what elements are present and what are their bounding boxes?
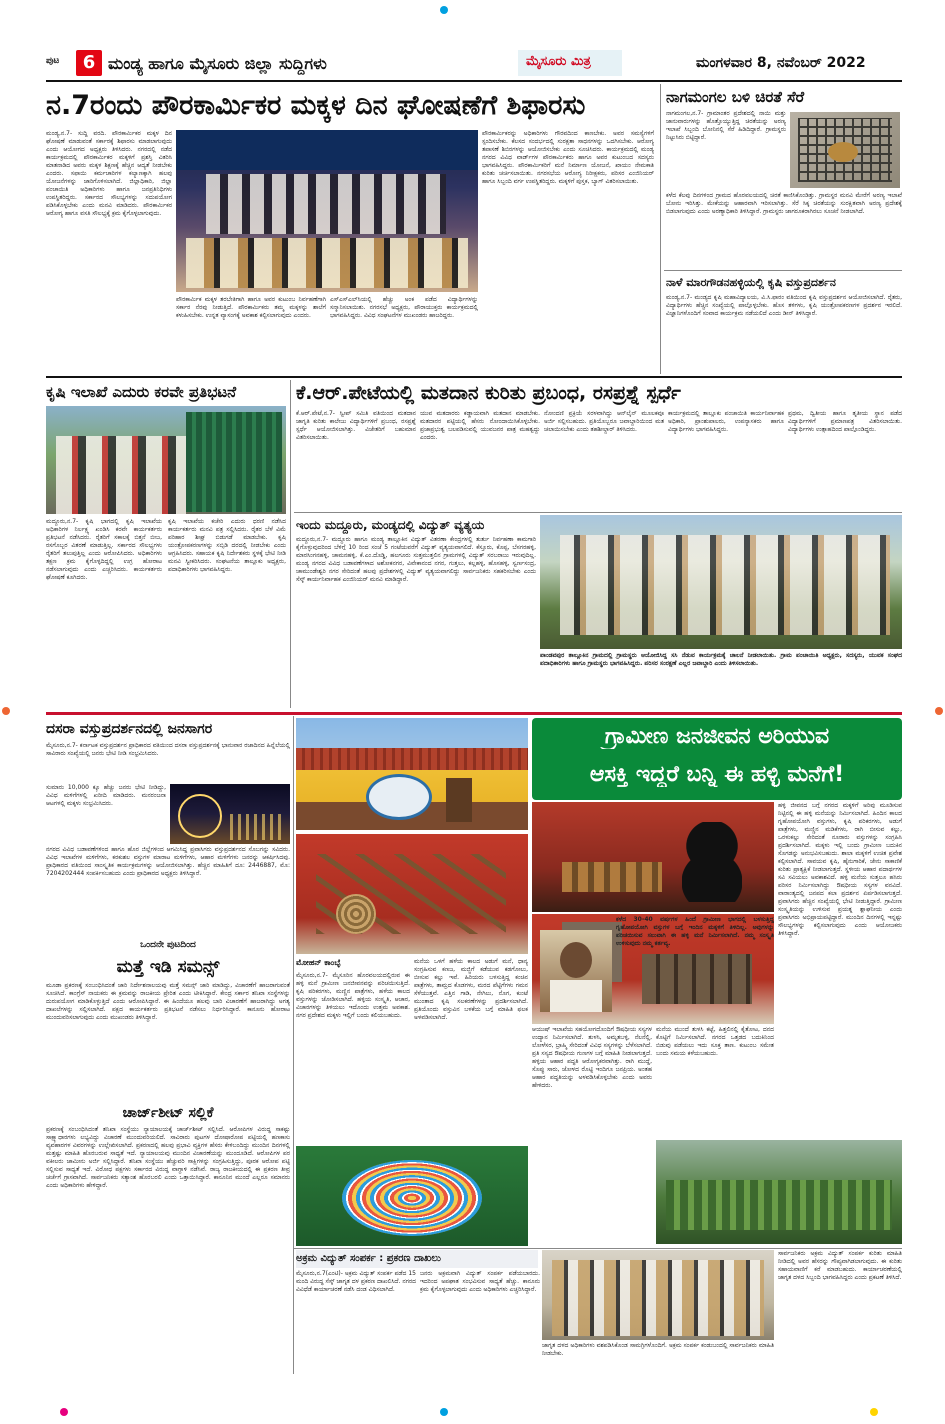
nagamangala-body-left: ನಾಗಮಂಗಲ,ನ.7- ಗ್ರಾಮಾಂತರ ಪ್ರದೇಶದಲ್ಲಿ ನಾಯಿ ಮತ್ತು ಜಾನುವಾರುಗಳನ್ನು ಹೊತ್ತೊಯ್ಯುತ್ತಿದ್ದ ಚಿರತೆಯನ್ನು ಅರಣ್ಯ ಇಲಾಖೆ ಸಿಬ್ಬಂದಿ ಬೋನಿನಲ್ಲಿ ಸೆರೆ ಹಿಡಿದಿದ್ದಾರೆ. ಗ್ರಾಮಸ್ಥರು ನಿಟ್ಟುಸಿರು ಬಿಟ್ಟಿದ್ದಾರೆ.: [666, 110, 786, 141]
protest-body-col1: ಮದ್ದೂರು,ನ.7- ಕೃಷಿ ಭಾಗದಲ್ಲಿ ಕೃಷಿ ಇಲಾಖೆಯ ಅಧಿಕಾರಿಗಳ ನಿರ್ಲಕ್ಷ್ಯ ಖಂಡಿಸಿ ಕರವೇ ಕಾರ್ಯಕರ್ತರು ಪ್ರತಿಭಟನೆ ನಡೆಸಿದರು. ರೈತರಿಗೆ ಸಕಾಲಕ್ಕೆ ಬಿತ್ತನೆ ಬೀಜ, ರಸಗೊಬ್ಬರ ವಿತರಣೆ ಮಾಡುತ್ತಿಲ್ಲ. ಸರ್ಕಾರದ ಸೌಲಭ್ಯಗಳು ರೈತರಿಗೆ ತಲುಪುತ್ತಿಲ್ಲ ಎಂದು ಆರೋಪಿಸಿದರು. ಅಧಿಕಾರಿಗಳು ತಕ್ಷಣ ಕ್ರಮ ಕೈಗೊಳ್ಳದಿದ್ದಲ್ಲಿ ಉಗ್ರ ಹೋರಾಟ ನಡೆಸಲಾಗುವುದು ಎಂದು ಎಚ್ಚರಿಸಿದರು. ಕಾರ್ಯಕರ್ತರು ಘೋಷಣೆ ಕೂಗಿದರು.: [46, 518, 162, 581]
protest-body-col2: ಕೃಷಿ ಇಲಾಖೆಯ ಕಚೇರಿ ಎದುರು ಧರಣಿ ನಡೆಸಿದ ಕಾರ್ಯಕರ್ತರು ಮನವಿ ಪತ್ರ ಸಲ್ಲಿಸಿದರು. ರೈತರ ಬೆಳೆ ವಿಮೆ ಪರಿಹಾರ ಶೀಘ್ರ ಬಿಡುಗಡೆ ಮಾಡಬೇಕು. ಕೃಷಿ ಯಂತ್ರೋಪಕರಣಗಳನ್ನು ಸಬ್ಸಿಡಿ ದರದಲ್ಲಿ ನೀಡಬೇಕು ಎಂದು ಆಗ್ರಹಿಸಿದರು. ಸಹಾಯಕ ಕೃಷಿ ನಿರ್ದೇಶಕರು ಸ್ಥಳಕ್ಕೆ ಭೇಟಿ ನೀಡಿ ಮನವಿ ಸ್ವೀಕರಿಸಿದರು. ಸಂಘಟನೆಯ ತಾಲ್ಲೂಕು ಅಧ್ಯಕ್ಷರು, ಪದಾಧಿಕಾರಿಗಳು ಭಾಗವಹಿಸಿದ್ದರು.: [168, 518, 286, 573]
lead-body-col3: ಎಸ್‌ಎಸ್‌ಎಲ್‌ಸಿಯಲ್ಲಿ ಹೆಚ್ಚು ಅಂಕ ಪಡೆದ ವಿದ್ಯಾರ್ಥಿಗಳನ್ನು ಸನ್ಮಾನಿಸಲಾಯಿತು. ನಗರಸಭೆ ಅಧ್ಯಕ್ಷರು, ಪೌರಾಯುಕ್ತರು ಕಾರ್ಯಕ್ರಮದಲ್ಲಿ ಭಾಗವಹಿಸಿದ್ದರು. ವಿವಿಧ ಸಂಘಟನೆಗಳ ಮುಖಂಡರು ಹಾಜರಿದ್ದರು.: [330, 296, 478, 319]
divider: [294, 512, 902, 513]
page-number: 6: [76, 50, 102, 76]
author-photo: [540, 930, 612, 1012]
nagamangala-body: ಕಳೆದ ಕೆಲವು ದಿನಗಳಿಂದ ಗ್ರಾಮದ ಹೊರವಲಯದಲ್ಲಿ ಚಿರತೆ ಕಾಣಿಸಿಕೊಂಡಿತ್ತು. ಗ್ರಾಮಸ್ಥರ ಮನವಿ ಮೇರೆಗೆ ಅರಣ್ಯ ಇಲಾಖೆ ಬೋನು ಇರಿಸಿತ್ತು. ಮೇಕೆಯನ್ನು ಆಹಾರವಾಗಿ ಇರಿಸಲಾಗಿತ್ತು. ಸೆರೆ ಸಿಕ್ಕ ಚಿರತೆಯನ್ನು ಸುರಕ್ಷಿತವಾಗಿ ಅರಣ್ಯ ಪ್ರದೇಶಕ್ಕೆ ಬಿಡಲಾಗುವುದು ಎಂದು ಅರಣ್ಯಾಧಿಕಾರಿ ತಿಳಿಸಿದ್ದಾರೆ. ಗ್ರಾಮಸ್ಥರು ಜಾಗರೂಕರಾಗಿರಲು ಸೂಚನೆ ನೀಡಲಾಗಿದೆ.: [666, 192, 902, 215]
registration-mark: [440, 6, 448, 14]
krishi-mela-body: ಮಂಡ್ಯ,ನ.7- ಮಂಡ್ಯದ ಕೃಷಿ ಮಹಾವಿದ್ಯಾಲಯ, ವಿ.ಸಿ.ಫಾರಂ ವತಿಯಿಂದ ಕೃಷಿ ವಸ್ತುಪ್ರದರ್ಶನ ಆಯೋಜಿಸಲಾಗಿದೆ. ರೈತರು, ವಿದ್ಯಾರ್ಥಿಗಳು ಹೆಚ್ಚಿನ ಸಂಖ್ಯೆಯಲ್ಲಿ ಪಾಲ್ಗೊಳ್ಳಬೇಕು. ಹೊಸ ತಳಿಗಳು, ಕೃಷಿ ಯಂತ್ರೋಪಕರಣಗಳ ಪ್ರದರ್ಶನ ಇರಲಿದೆ. ವಿಜ್ಞಾನಿಗಳೊಂದಿಗೆ ಸಂವಾದ ಕಾರ್ಯಕ್ರಮ ನಡೆಯಲಿದೆ ಎಂದು ಡೀನ್ ತಿಳಿಸಿದ್ದಾರೆ.: [666, 294, 902, 317]
divider: [664, 270, 902, 271]
lead-body-col2: ಪೌರಕಾರ್ಮಿಕ ಮಕ್ಕಳ ತರಬೇತಿಗಾಗಿ ಹಾಗೂ ಅವರ ಕುಟುಂಬ ನಿರ್ವಹಣೆಗಾಗಿ ಸರ್ಕಾರ ನೆರವು ನೀಡುತ್ತಿದೆ. ಪೌರಕಾರ್ಮಿಕರು ತಮ್ಮ ಮಕ್ಕಳನ್ನು ಶಾಲೆಗೆ ಕಳುಹಿಸಬೇಕು. ಉನ್ನತ ವ್ಯಾಸಂಗಕ್ಕೆ ಅವಕಾಶ ಕಲ್ಪಿಸಲಾಗುವುದು ಎಂದರು.: [176, 296, 326, 319]
divider: [290, 380, 291, 708]
tree-planting-photo: [540, 515, 902, 649]
kr-pet-body-col2: ಯುವ ಮತದಾರರು ಕಡ್ಡಾಯವಾಗಿ ಮತದಾನ ಮಾಡಬೇಕು. ಮತದಾರರ ಪಟ್ಟಿಯಲ್ಲಿ ಹೆಸರು ನೋಂದಾಯಿಸಿಕೊಳ್ಳಬೇಕು. ಪ್ರಜಾಪ್ರಭುತ್ವ ಬಲಪಡಿಸುವಲ್ಲಿ ಯುವಜನರ ಪಾತ್ರ ಮಹತ್ವದ್ದು ಎಂದರು.: [420, 410, 540, 441]
divider: [294, 1248, 902, 1249]
header-date: ಮಂಗಳವಾರ 8, ನವೆಂಬರ್ 2022: [696, 55, 866, 71]
police-team-photo: [542, 1250, 774, 1340]
lead-body-col4: ಪೌರಕಾರ್ಮಿಕರನ್ನು ಅಧಿಕಾರಿಗಳು ಗೌರವದಿಂದ ಕಾಣಬೇಕು. ಅವರ ಸಮಸ್ಯೆಗಳಿಗೆ ಸ್ಪಂದಿಸಬೇಕು. ಕೆಲಸದ ಸಂದರ್ಭದಲ್ಲಿ ಸುರಕ್ಷತಾ ಸಾಧನಗಳನ್ನು ಒದಗಿಸಬೇಕು. ಆರೋಗ್ಯ ತಪಾಸಣೆ ಶಿಬಿರಗಳನ್ನು ಆಯೋಜಿಸಬೇಕು ಎಂದು ಸೂಚಿಸಿದರು. ಕಾರ್ಯಕ್ರಮದಲ್ಲಿ ಮಂಡ್ಯ ನಗರದ ವಿವಿಧ ವಾರ್ಡ್‌ಗಳ ಪೌರಕಾರ್ಮಿಕರು ಹಾಗೂ ಅವರ ಕುಟುಂಬದ ಸದಸ್ಯರು ಭಾಗವಹಿಸಿದ್ದರು. ಪೌರಕಾರ್ಮಿಕರಿಗೆ ಮನೆ ನಿರ್ಮಾಣ ಯೋಜನೆ, ಖಾಯಂ ನೇಮಕಾತಿ ಕುರಿತು ಚರ್ಚಿಸಲಾಯಿತು. ನಗರಸಭೆಯ ಆರೋಗ್ಯ ನಿರೀಕ್ಷಕರು, ಪರಿಸರ ಎಂಜಿನಿಯರ್ ಹಾಗೂ ಸಿಬ್ಬಂದಿ ವರ್ಗ ಉಪಸ್ಥಿತರಿದ್ದರು. ಮಕ್ಕಳಿಗೆ ಪುಸ್ತಕ, ಬ್ಯಾಗ್ ವಿತರಿಸಲಾಯಿತು.: [482, 130, 654, 185]
registration-mark: [60, 1408, 68, 1416]
nagamangala-headline: ನಾಗಮಂಗಲ ಬಳಿ ಚಿರತೆ ಸೆರೆ: [666, 88, 805, 106]
kr-pet-body-col3: ನೋಂದಣಿ ಪ್ರಕ್ರಿಯೆ ಸರಳವಾಗಿದ್ದು ಆನ್‌ಲೈನ್ ಮೂಲಕವೂ ಅರ್ಜಿ ಸಲ್ಲಿಸಬಹುದು. ಪ್ರತಿಯೊಬ್ಬರೂ ಜವಾಬ್ದಾರಿಯಿಂದ ಮತ ಚಲಾಯಿಸಬೇಕು ಎಂದು ತಹಶೀಲ್ದಾರ್ ತಿಳಿಸಿದರು.: [544, 410, 664, 433]
tools-photo: [296, 834, 528, 954]
village-banner-line2: ಆಸಕ್ತಿ ಇದ್ದರೆ ಬನ್ನಿ ಈ ಹಳ್ಳಿ ಮನೆಗೆ!: [589, 762, 845, 787]
summons-body: ಮೂಡಾ ಪ್ರಕರಣಕ್ಕೆ ಸಂಬಂಧಿಸಿದಂತೆ ಜಾರಿ ನಿರ್ದೇಶನಾಲಯವು ಮತ್ತೆ ಸಮನ್ಸ್ ಜಾರಿ ಮಾಡಿದ್ದು, ವಿಚಾರಣೆಗೆ ಹಾಜರಾಗುವಂತೆ ಸೂಚಿಸಿದೆ. ಕಾಂಗ್ರೆಸ್ ನಾಯಕರು ಈ ಕ್ರಮವನ್ನು ರಾಜಕೀಯ ಪ್ರೇರಿತ ಎಂದು ಟೀಕಿಸಿದ್ದಾರೆ. ಕೇಂದ್ರ ಸರ್ಕಾರ ತನಿಖಾ ಸಂಸ್ಥೆಗಳನ್ನು ದುರುಪಯೋಗ ಮಾಡಿಕೊಳ್ಳುತ್ತಿದೆ ಎಂದು ಆರೋಪಿಸಿದ್ದಾರೆ. ಈ ಹಿಂದೆಯೂ ಹಲವು ಬಾರಿ ವಿಚಾರಣೆಗೆ ಹಾಜರಾಗಿದ್ದು ಅಗತ್ಯ ದಾಖಲೆಗಳನ್ನು ಸಲ್ಲಿಸಲಾಗಿದೆ. ಪಕ್ಷದ ಕಾರ್ಯಕರ್ತರು ಪ್ರತಿಭಟನೆ ನಡೆಸಲು ನಿರ್ಧರಿಸಿದ್ದಾರೆ. ಕಾನೂನು ಹೋರಾಟ ಮುಂದುವರಿಸಲಾಗುವುದು ಎಂದು ಮುಖಂಡರು ತಿಳಿಸಿದ್ದಾರೆ.: [46, 982, 290, 1021]
protest-photo: [46, 406, 286, 514]
kr-pet-headline: ಕೆ.ಆರ್.ಪೇಟೆಯಲ್ಲಿ ಮತದಾನ ಕುರಿತು ಪ್ರಬಂಧ, ರಸಪ್ರಶ್ನೆ ಸ್ಪರ್ಧೆ: [296, 382, 681, 404]
village-banner: [532, 718, 902, 800]
section-rule: [46, 712, 902, 715]
page-label: ಪುಟ: [46, 56, 60, 66]
divider: [660, 84, 661, 374]
chargesheet-body: ಪ್ರಕರಣಕ್ಕೆ ಸಂಬಂಧಿಸಿದಂತೆ ತನಿಖಾ ಸಂಸ್ಥೆಯು ನ್ಯಾಯಾಲಯಕ್ಕೆ ಚಾರ್ಜ್‌ಶೀಟ್ ಸಲ್ಲಿಸಿದೆ. ಆರೋಪಿಗಳ ವಿರುದ್ಧ ಸಾಕಷ್ಟು ಸಾಕ್ಷ್ಯಾಧಾರಗಳು ಲಭ್ಯವಿದ್ದು ವಿಚಾರಣೆ ಮುಂದುವರಿಯಲಿದೆ. ಸಾವಿರಾರು ಪುಟಗಳ ದೋಷಾರೋಪ ಪಟ್ಟಿಯಲ್ಲಿ ಹಣಕಾಸು ವ್ಯವಹಾರಗಳ ವಿವರಗಳನ್ನು ಉಲ್ಲೇಖಿಸಲಾಗಿದೆ. ಪ್ರಕರಣದಲ್ಲಿ ಹಲವು ಪ್ರಭಾವಿ ವ್ಯಕ್ತಿಗಳ ಹೆಸರು ಕೇಳಿಬಂದಿದ್ದು ಮುಂದಿನ ದಿನಗಳಲ್ಲಿ ಮತ್ತಷ್ಟು ಮಾಹಿತಿ ಹೊರಬರುವ ಸಾಧ್ಯತೆ ಇದೆ. ನ್ಯಾಯಾಲಯವು ಮುಂದಿನ ವಿಚಾರಣೆಯನ್ನು ಮುಂದೂಡಿದೆ. ಆರೋಪಿಗಳ ಪರ ವಕೀಲರು ಜಾಮೀನು ಅರ್ಜಿ ಸಲ್ಲಿಸಿದ್ದಾರೆ. ತನಿಖಾ ಸಂಸ್ಥೆಯು ಹೆಚ್ಚುವರಿ ಸಾಕ್ಷಿಗಳನ್ನು ಸಂಗ್ರಹಿಸುತ್ತಿದ್ದು, ಪೂರಕ ಆರೋಪ ಪಟ್ಟಿ ಸಲ್ಲಿಸುವ ಸಾಧ್ಯತೆ ಇದೆ. ವಿರೋಧ ಪಕ್ಷಗಳು ಸರ್ಕಾರದ ವಿರುದ್ಧ ವಾಗ್ದಾಳಿ ನಡೆಸಿವೆ. ರಾಜ್ಯ ರಾಜಕೀಯದಲ್ಲಿ ಈ ಪ್ರಕರಣ ತೀವ್ರ ಚರ್ಚೆಗೆ ಗ್ರಾಸವಾಗಿದೆ. ಸಾರ್ವಜನಿಕರು ಸತ್ಯಾಂಶ ಹೊರಬರಲಿ ಎಂದು ಒತ್ತಾಯಿಸಿದ್ದಾರೆ. ಕಾನೂನಿನ ಮುಂದೆ ಎಲ್ಲರೂ ಸಮಾನರು ಎಂದು ಅಧಿಕಾರಿಗಳು ಹೇಳಿದ್ದಾರೆ.: [46, 1126, 290, 1189]
illegal-power-body-col1: ಮೈಸೂರು,ನ.7(ಎಂಟಿ)- ಅಕ್ರಮ ವಿದ್ಯುತ್ ಸಂಪರ್ಕ ಪಡೆದ 15 ಮಂದಿ ವಿರುದ್ಧ ಸೆಸ್ಕ್ ಜಾಗೃತ ದಳ ಪ್ರಕರಣ ದಾಖಲಿಸಿದೆ. ನಗರದ ವಿವಿಧೆಡೆ ಕಾರ್ಯಾಚರಣೆ ನಡೆಸಿ ದಂಡ ವಿಧಿಸಲಾಗಿದೆ.: [296, 1270, 416, 1293]
village-body-col2: ಮನೆಯ ಒಳಗೆ ಹಳೆಯ ಕಾಲದ ಅಡುಗೆ ಮನೆ, ಧಾನ್ಯ ಸಂಗ್ರಹಿಸುವ ಕಣಜ, ಮಜ್ಜಿಗೆ ಕಡೆಯುವ ಕಡಗೋಲು, ಬೀಸುವ ಕಲ್ಲು ಇವೆ. ಹಿರಿಯರು ಬಳಸುತ್ತಿದ್ದ ಕಂಚಿನ ಪಾತ್ರೆಗಳು, ತಾಮ್ರದ ಕೊಡಗಳು, ಮರದ ಪೆಟ್ಟಿಗೆಗಳು ಗಮನ ಸೆಳೆಯುತ್ತವೆ. ಎತ್ತಿನ ಗಾಡಿ, ನೇಗಿಲು, ನೊಗ, ಕುಂಟೆ ಮುಂತಾದ ಕೃಷಿ ಸಲಕರಣೆಗಳನ್ನು ಪ್ರದರ್ಶಿಸಲಾಗಿದೆ. ಪ್ರತಿಯೊಂದು ವಸ್ತುವಿನ ಬಳಕೆಯ ಬಗ್ಗೆ ಮಾಹಿತಿ ಫಲಕ ಅಳವಡಿಸಲಾಗಿದೆ.: [414, 958, 528, 1021]
dasara-body-bottom: ನಗರದ ವಿವಿಧ ಬಡಾವಣೆಗಳಿಂದ ಹಾಗೂ ಹೊರ ಜಿಲ್ಲೆಗಳಿಂದ ಆಗಮಿಸಿದ್ದ ಪ್ರವಾಸಿಗರು ವಸ್ತುಪ್ರದರ್ಶನದ ಸೊಬಗನ್ನು ಸವಿದರು. ವಿವಿಧ ಇಲಾಖೆಗಳ ಮಳಿಗೆಗಳು, ಕರಕುಶಲ ವಸ್ತುಗಳ ಮಾರಾಟ ಮಳಿಗೆಗಳು, ಆಹಾರ ಮಳಿಗೆಗಳು ಜನರನ್ನು ಆಕರ್ಷಿಸಿದವು. ಪ್ರಾಧಿಕಾರದ ವತಿಯಿಂದ ಸಾಂಸ್ಕೃತಿಕ ಕಾರ್ಯಕ್ರಮಗಳನ್ನು ಆಯೋಜಿಸಲಾಗಿತ್ತು. ಹೆಚ್ಚಿನ ಮಾಹಿತಿಗೆ ದೂ: 2446887, ಮೊ: 7204202444 ಸಂಪರ್ಕಿಸಬಹುದು ಎಂದು ಪ್ರಾಧಿಕಾರದ ಅಧ್ಯಕ್ಷರು ತಿಳಿಸಿದ್ದಾರೆ.: [46, 846, 290, 877]
section-rule: [46, 376, 902, 378]
leopard-cage-photo: [790, 112, 900, 188]
illegal-power-body-col3: ಜಾಗೃತ ದಳದ ಅಧಿಕಾರಿಗಳು ವಶಪಡಿಸಿಕೊಂಡ ಸಾಮಗ್ರಿಗಳೊಂದಿಗೆ. ಅಕ್ರಮ ಸಂಪರ್ಕ ಕಂಡುಬಂದಲ್ಲಿ ಸಾರ್ವಜನಿಕರು ಮಾಹಿತಿ ನೀಡಬೇಕು.: [542, 1342, 774, 1357]
village-house-photo: [296, 718, 528, 830]
dasara-body-left: ಸುಮಾರು 10,000 ಕ್ಕೂ ಹೆಚ್ಚು ಜನರು ಭೇಟಿ ನೀಡಿದ್ದು, ವಿವಿಧ ಮಳಿಗೆಗಳಲ್ಲಿ ಖರೀದಿ ಮಾಡಿದರು. ಮನರಂಜನಾ ಆಟಗಳಲ್ಲಿ ಮಕ್ಕಳು ಸಂಭ್ರಮಿಸಿದರು.: [46, 784, 166, 807]
chargesheet-headline: ಚಾರ್ಜ್‌ಶೀಟ್ ಸಲ್ಲಿಕೆ: [122, 1105, 214, 1121]
summons-headline: ಮತ್ತೆ ಇಡಿ ಸಮನ್ಸ್: [116, 957, 220, 977]
section-title: ಮಂಡ್ಯ ಹಾಗೂ ಮೈಸೂರು ಜಿಲ್ಲಾ ಸುದ್ದಿಗಳು: [108, 54, 327, 73]
dasara-body-top: ಮೈಸೂರು,ನ.7- ಕರ್ನಾಟಕ ವಸ್ತುಪ್ರದರ್ಶನ ಪ್ರಾಧಿಕಾರದ ವತಿಯಿಂದ ದಸರಾ ವಸ್ತುಪ್ರದರ್ಶನಕ್ಕೆ ಭಾನುವಾರ ರಜಾದಿನದ ಹಿನ್ನೆಲೆಯಲ್ಲಿ ಸಾವಿರಾರು ಸಂಖ್ಯೆಯಲ್ಲಿ ಜನರು ಭೇಟಿ ನೀಡಿ ಸಂಭ್ರಮಿಸಿದರು.: [46, 742, 290, 757]
village-body-col4: ಮನೆಯ ಮುಂದೆ ತುಳಸಿ ಕಟ್ಟೆ, ಹಿತ್ತಲಿನಲ್ಲಿ ಕೈತೋಟ, ದನದ ಕೊಟ್ಟಿಗೆ ನಿರ್ಮಿಸಲಾಗಿದೆ. ನಗರದ ಒತ್ತಡದ ಬದುಕಿನಿಂದ ಬಿಡುವು ಪಡೆಯಲು ಇದು ಸೂಕ್ತ ತಾಣ. ಕುಟುಂಬ ಸಮೇತ ಬಂದು ಸಮಯ ಕಳೆಯಬಹುದು.: [656, 1026, 774, 1057]
village-body-right: ಹಳ್ಳಿ ಜೀವನದ ಬಗ್ಗೆ ನಗರದ ಮಕ್ಕಳಿಗೆ ಅರಿವು ಮೂಡಿಸುವ ನಿಟ್ಟಿನಲ್ಲಿ ಈ ಹಳ್ಳಿ ಮನೆಯನ್ನು ನಿರ್ಮಿಸಲಾಗಿದೆ. ಹಿಂದಿನ ಕಾಲದ ಗೃಹೋಪಯೋಗಿ ವಸ್ತುಗಳು, ಕೃಷಿ ಪರಿಕರಗಳು, ಅಡುಗೆ ಪಾತ್ರೆಗಳು, ಮಣ್ಣಿನ ಮಡಿಕೆಗಳು, ರಾಗಿ ಬೀಸುವ ಕಲ್ಲು, ಒರಳುಕಲ್ಲು ಸೇರಿದಂತೆ ನೂರಾರು ವಸ್ತುಗಳನ್ನು ಸಂಗ್ರಹಿಸಿ ಪ್ರದರ್ಶಿಸಲಾಗಿದೆ. ಮಕ್ಕಳು ಇಲ್ಲಿ ಬಂದು ಗ್ರಾಮೀಣ ಬದುಕಿನ ಸೊಗಡನ್ನು ಅನುಭವಿಸಬಹುದು. ಶಾಲಾ ಮಕ್ಕಳಿಗೆ ಉಚಿತ ಪ್ರವೇಶ ಕಲ್ಪಿಸಲಾಗಿದೆ. ಸಾವಯವ ಕೃಷಿ, ಹೈನುಗಾರಿಕೆ, ಜೇನು ಸಾಕಾಣಿಕೆ ಕುರಿತು ಪ್ರಾತ್ಯಕ್ಷಿಕೆ ನೀಡಲಾಗುತ್ತದೆ. ಸ್ಥಳೀಯ ಆಹಾರ ಪದಾರ್ಥಗಳ ಸವಿ ಸವಿಯಲು ಅವಕಾಶವಿದೆ. ಹಳ್ಳಿ ಮನೆಯ ಸುತ್ತಲೂ ಹಸಿರು ಪರಿಸರ ನಿರ್ಮಿಸಲಾಗಿದ್ದು ಔಷಧೀಯ ಸಸ್ಯಗಳ ವನವಿದೆ. ವಾರಾಂತ್ಯದಲ್ಲಿ ಜನಪದ ಕಲಾ ಪ್ರದರ್ಶನ ಏರ್ಪಡಿಸಲಾಗುತ್ತದೆ. ಪ್ರವಾಸಿಗರು ಹೆಚ್ಚಿನ ಸಂಖ್ಯೆಯಲ್ಲಿ ಭೇಟಿ ನೀಡುತ್ತಿದ್ದಾರೆ. ಗ್ರಾಮೀಣ ಸಂಸ್ಕೃತಿಯನ್ನು ಉಳಿಸುವ ಪ್ರಯತ್ನ ಶ್ಲಾಘನೀಯ ಎಂದು ಪ್ರವಾಸಿಗರು ಅಭಿಪ್ರಾಯಪಟ್ಟಿದ್ದಾರೆ. ಮುಂದಿನ ದಿನಗಳಲ್ಲಿ ಇನ್ನಷ್ಟು ಸೌಲಭ್ಯಗಳನ್ನು ಕಲ್ಪಿಸಲಾಗುವುದು ಎಂದು ಆಯೋಜಕರು ತಿಳಿಸಿದ್ದಾರೆ.: [778, 802, 902, 937]
illegal-power-headline: ಅಕ್ರಮ ವಿದ್ಯುತ್ ಸಂಪರ್ಕ : ಪ್ರಕರಣ ದಾಖಲು: [296, 1250, 538, 1268]
power-cut-body: ಮದ್ದೂರು,ನ.7- ಮದ್ದೂರು ಹಾಗೂ ಮಂಡ್ಯ ತಾಲ್ಲೂಕಿನ ವಿದ್ಯುತ್ ವಿತರಣಾ ಕೇಂದ್ರಗಳಲ್ಲಿ ತುರ್ತು ನಿರ್ವಹಣಾ ಕಾಮಗಾರಿ ಕೈಗೊಳ್ಳುವುದರಿಂದ ಬೆಳಿಗ್ಗೆ 10 ರಿಂದ ಸಂಜೆ 5 ಗಂಟೆಯವರೆಗೆ ವಿದ್ಯುತ್ ವ್ಯತ್ಯಯವಾಗಲಿದೆ. ಕೆಸ್ತೂರು, ಕೊಪ್ಪ, ಬೆಸಗರಹಳ್ಳಿ, ಮಾರಸಿಂಗನಹಳ್ಳಿ, ಚಾಮನಹಳ್ಳಿ, ಕೆ.ಎಂ.ದೊಡ್ಡಿ, ಹಲಗೂರು ಸುತ್ತಮುತ್ತಲಿನ ಗ್ರಾಮಗಳಲ್ಲಿ ವಿದ್ಯುತ್ ಸರಬರಾಜು ಇರುವುದಿಲ್ಲ. ಮಂಡ್ಯ ನಗರದ ವಿವಿಧ ಬಡಾವಣೆಗಳಾದ ಅಶೋಕನಗರ, ವಿವೇಕಾನಂದ ನಗರ, ಗುತ್ತಲು, ಕಲ್ಲಹಳ್ಳಿ, ಹೊಸಹಳ್ಳಿ, ಸ್ವರ್ಣಸಂದ್ರ, ಚಾಮುಂಡೇಶ್ವರಿ ನಗರ ಸೇರಿದಂತೆ ಹಲವು ಪ್ರದೇಶಗಳಲ್ಲಿ ವಿದ್ಯುತ್ ವ್ಯತ್ಯಯವಾಗಲಿದ್ದು ಸಾರ್ವಜನಿಕರು ಸಹಕರಿಸಬೇಕು ಎಂದು ಸೆಸ್ಕ್ ಕಾರ್ಯನಿರ್ವಾಹಕ ಎಂಜಿನಿಯರ್ ಮನವಿ ಮಾಡಿದ್ದಾರೆ.: [296, 536, 536, 583]
masthead-box: [518, 50, 622, 76]
village-body-col1: ಮೈಸೂರು,ನ.7- ಮೈಸೂರಿನ ಹೊರವಲಯದಲ್ಲಿರುವ ಈ ಹಳ್ಳಿ ಮನೆ ಗ್ರಾಮೀಣ ಜನಜೀವನವನ್ನು ಪರಿಚಯಿಸುತ್ತಿದೆ. ಕೃಷಿ ಪರಿಕರಗಳು, ಮಣ್ಣಿನ ಪಾತ್ರೆಗಳು, ಹಳೆಯ ಕಾಲದ ವಸ್ತುಗಳನ್ನು ಜೋಡಿಸಲಾಗಿದೆ. ಹಳ್ಳಿಯ ಸಂಸ್ಕೃತಿ, ಆಚಾರ, ವಿಚಾರಗಳನ್ನು ತಿಳಿಯಲು ಇದೊಂದು ಉತ್ತಮ ಅವಕಾಶ. ನಗರ ಪ್ರದೇಶದ ಮಕ್ಕಳು ಇಲ್ಲಿಗೆ ಬಂದು ಕಲಿಯಬಹುದು.: [296, 972, 410, 1019]
pottery-photo: [532, 802, 774, 912]
registration-mark: [440, 1408, 448, 1416]
village-body-col3: ಆಯುಷ್ ಇಲಾಖೆಯ ಸಹಯೋಗದೊಂದಿಗೆ ಔಷಧೀಯ ಸಸ್ಯಗಳ ಉದ್ಯಾನ ನಿರ್ಮಿಸಲಾಗಿದೆ. ತುಳಸಿ, ಅಮೃತಬಳ್ಳಿ, ನೆಲನೆಲ್ಲಿ, ಲೋಳೆಸರ, ಬ್ರಾಹ್ಮಿ ಸೇರಿದಂತೆ ವಿವಿಧ ಸಸ್ಯಗಳನ್ನು ಬೆಳೆಸಲಾಗಿದೆ. ಪ್ರತಿ ಸಸ್ಯದ ಔಷಧೀಯ ಗುಣಗಳ ಬಗ್ಗೆ ಮಾಹಿತಿ ನೀಡಲಾಗುತ್ತದೆ. ಹಳ್ಳಿಯ ಆಹಾರ ಪದ್ಧತಿ ಆರೋಗ್ಯಕರವಾಗಿತ್ತು. ರಾಗಿ ಮುದ್ದೆ, ಸೊಪ್ಪು ಸಾರು, ಜೋಳದ ರೊಟ್ಟಿ ಇಂದಿಗೂ ಜನಪ್ರಿಯ. ಅಂತಹ ಆಹಾರ ಪದ್ಧತಿಯನ್ನು ಅಳವಡಿಸಿಕೊಳ್ಳಬೇಕು ಎಂದು ಅವರು ಹೇಳಿದರು.: [532, 1026, 652, 1089]
registration-mark: [2, 707, 10, 715]
registration-mark: [935, 707, 943, 715]
kr-pet-body-col4: ಕಾರ್ಯಕ್ರಮದಲ್ಲಿ ತಾಲ್ಲೂಕು ಪಂಚಾಯಿತಿ ಕಾರ್ಯನಿರ್ವಾಹಕ ಅಧಿಕಾರಿ, ಪ್ರಾಂಶುಪಾಲರು, ಉಪನ್ಯಾಸಕರು ಹಾಗೂ ವಿದ್ಯಾರ್ಥಿಗಳು ಭಾಗವಹಿಸಿದ್ದರು.: [668, 410, 784, 433]
dasara-headline: ದಸರಾ ವಸ್ತುಪ್ರದರ್ಶನದಲ್ಲಿ ಜನಸಾಗರ: [46, 721, 213, 737]
registration-mark: [870, 1408, 878, 1416]
rangoli-photo: [296, 1146, 528, 1246]
divider: [293, 716, 294, 1374]
masthead-logo: ಮೈಸೂರು ಮಿತ್ರ: [526, 54, 591, 69]
kr-pet-body-col5: ಪ್ರಥಮ, ದ್ವಿತೀಯ ಹಾಗೂ ತೃತೀಯ ಸ್ಥಾನ ಪಡೆದ ವಿದ್ಯಾರ್ಥಿಗಳಿಗೆ ಪ್ರಮಾಣಪತ್ರ ವಿತರಿಸಲಾಯಿತು. ವಿದ್ಯಾರ್ಥಿಗಳು ಉತ್ಸಾಹದಿಂದ ಪಾಲ್ಗೊಂಡಿದ್ದರು.: [788, 410, 902, 433]
garden-photo: [656, 1140, 902, 1244]
kr-pet-body-col1: ಕೆ.ಆರ್.ಪೇಟೆ,ನ.7- ಸ್ವೀಪ್ ಸಮಿತಿ ವತಿಯಿಂದ ಮತದಾನ ಜಾಗೃತಿ ಕುರಿತು ಕಾಲೇಜು ವಿದ್ಯಾರ್ಥಿಗಳಿಗೆ ಪ್ರಬಂಧ, ರಸಪ್ರಶ್ನೆ ಸ್ಪರ್ಧೆ ಆಯೋಜಿಸಲಾಗಿತ್ತು. ವಿಜೇತರಿಗೆ ಬಹುಮಾನ ವಿತರಿಸಲಾಯಿತು.: [296, 410, 416, 441]
award-ceremony-photo: [176, 130, 478, 292]
lead-body-col1: ಮಂಡ್ಯ,ನ.7- ಸುದ್ದಿ ವರದಿ. ಪೌರಕಾರ್ಮಿಕರ ಮಕ್ಕಳ ದಿನ ಘೋಷಣೆ ಮಾಡುವಂತೆ ಸರ್ಕಾರಕ್ಕೆ ಶಿಫಾರಸು ಮಾಡಲಾಗುವುದು ಎಂದು ಆಯೋಗದ ಅಧ್ಯಕ್ಷರು ತಿಳಿಸಿದರು. ನಗರದಲ್ಲಿ ನಡೆದ ಕಾರ್ಯಕ್ರಮದಲ್ಲಿ ಪೌರಕಾರ್ಮಿಕರ ಮಕ್ಕಳಿಗೆ ಪ್ರಶಸ್ತಿ ವಿತರಿಸಿ ಮಾತನಾಡಿದ ಅವರು ಮಕ್ಕಳ ಶಿಕ್ಷಣಕ್ಕೆ ಹೆಚ್ಚಿನ ಆದ್ಯತೆ ನೀಡಬೇಕು ಎಂದರು. ಸಫಾಯಿ ಕರ್ಮಚಾರಿಗಳ ಕಲ್ಯಾಣಕ್ಕಾಗಿ ಹಲವು ಯೋಜನೆಗಳನ್ನು ಜಾರಿಗೊಳಿಸಲಾಗಿದೆ. ಜಿಲ್ಲಾಧಿಕಾರಿ, ಜಿಲ್ಲಾ ಪಂಚಾಯಿತಿ ಅಧಿಕಾರಿಗಳು ಹಾಗೂ ಜನಪ್ರತಿನಿಧಿಗಳು ಉಪಸ್ಥಿತರಿದ್ದರು. ಸರ್ಕಾರದ ಸೌಲಭ್ಯಗಳನ್ನು ಸದುಪಯೋಗ ಪಡಿಸಿಕೊಳ್ಳಬೇಕು ಎಂದು ಮನವಿ ಮಾಡಿದರು. ಪೌರಕಾರ್ಮಿಕರ ಆರೋಗ್ಯ ಹಾಗೂ ವಸತಿ ಸೌಲಭ್ಯಕ್ಕೆ ಕ್ರಮ ಕೈಗೊಳ್ಳಲಾಗುವುದು.: [46, 130, 172, 217]
illegal-power-body-col4: ಸಾರ್ವಜನಿಕರು ಅಕ್ರಮ ವಿದ್ಯುತ್ ಸಂಪರ್ಕ ಕುರಿತು ಮಾಹಿತಿ ನೀಡಿದಲ್ಲಿ ಅವರ ಹೆಸರನ್ನು ಗೌಪ್ಯವಾಗಿಡಲಾಗುವುದು. ಈ ಕುರಿತು ಸಹಾಯವಾಣಿಗೆ ಕರೆ ಮಾಡಬಹುದು. ಕಾರ್ಯಾಚರಣೆಯಲ್ಲಿ ಜಾಗೃತ ದಳದ ಸಿಬ್ಬಂದಿ ಭಾಗವಹಿಸಿದ್ದರು ಎಂದು ಪ್ರಕಟಣೆ ತಿಳಿಸಿದೆ.: [778, 1250, 902, 1281]
illegal-power-body-col2: ಜನರು ಅಕ್ರಮವಾಗಿ ವಿದ್ಯುತ್ ಸಂಪರ್ಕ ಪಡೆಯಬಾರದು. ಇದರಿಂದ ಅಪಘಾತ ಸಂಭವಿಸುವ ಸಾಧ್ಯತೆ ಹೆಚ್ಚು. ಕಾನೂನು ಕ್ರಮ ಕೈಗೊಳ್ಳಲಾಗುವುದು ಎಂದು ಅಧಿಕಾರಿಗಳು ಎಚ್ಚರಿಸಿದ್ದಾರೆ.: [420, 1270, 540, 1293]
page-header: [46, 50, 902, 78]
power-cut-headline: ಇಂದು ಮದ್ದೂರು, ಮಂಡ್ಯದಲ್ಲಿ ವಿದ್ಯುತ್ ವ್ಯತ್ಯಯ: [296, 518, 485, 532]
header-rule: [46, 80, 902, 82]
protest-headline: ಕೃಷಿ ಇಲಾಖೆ ಎದುರು ಕರವೇ ಪ್ರತಿಭಟನೆ: [46, 383, 237, 401]
krishi-mela-headline: ನಾಳೆ ಮಾರಗೌಡನಹಳ್ಳಿಯಲ್ಲಿ ಕೃಷಿ ವಸ್ತುಪ್ರದರ್ಶನ: [666, 276, 836, 289]
village-banner-line1: ಗ್ರಾಮೀಣ ಜನಜೀವನ ಅರಿಯುವ: [604, 724, 830, 749]
lead-headline: ನ.7ರಂದು ಪೌರಕಾರ್ಮಿಕರ ಮಕ್ಕಳ ದಿನ ಘೋಷಣೆಗೆ ಶಿಫಾರಸು: [46, 90, 586, 121]
continued-label: ಒಂದನೇ ಪುಟದಿಂದ: [140, 940, 196, 950]
village-quote: ಕಳೆದ 30-40 ವರ್ಷಗಳ ಹಿಂದೆ ಗ್ರಾಮೀಣ ಭಾಗದಲ್ಲಿ ಬಳಸುತ್ತಿದ್ದ ಗೃಹೋಪಯೋಗಿ ವಸ್ತುಗಳ ಬಗ್ಗೆ ಇಂದಿನ ಮಕ್ಕಳಿಗೆ ತಿಳಿದಿಲ್ಲ. ಅವುಗಳನ್ನು ಪರಿಚಯಿಸುವ ಸಲುವಾಗಿ ಈ ಹಳ್ಳಿ ಮನೆ ನಿರ್ಮಿಸಲಾಗಿದೆ. ನಮ್ಮ ಸಂಸ್ಕೃತಿ ಉಳಿಸುವುದು ನಮ್ಮ ಕರ್ತವ್ಯ.: [616, 916, 774, 947]
dasara-night-photo: [170, 784, 290, 844]
tree-planting-caption: ಪಾಂಡವಪುರ ತಾಲ್ಲೂಕಿನ ಗ್ರಾಮದಲ್ಲಿ ಗ್ರಾಮಸ್ಥರು ಆಯೋಜಿಸಿದ್ದ ಸಸಿ ನೆಡುವ ಕಾರ್ಯಕ್ರಮಕ್ಕೆ ಚಾಲನೆ ನೀಡಲಾಯಿತು. ಗ್ರಾಮ ಪಂಚಾಯಿತಿ ಅಧ್ಯಕ್ಷರು, ಸದಸ್ಯರು, ಯುವಕ ಸಂಘದ ಪದಾಧಿಕಾರಿಗಳು ಹಾಗೂ ಗ್ರಾಮಸ್ಥರು ಭಾಗವಹಿಸಿದ್ದರು. ಪರಿಸರ ಸಂರಕ್ಷಣೆ ಎಲ್ಲರ ಜವಾಬ್ದಾರಿ ಎಂದು ತಿಳಿಸಲಾಯಿತು.: [540, 652, 902, 667]
byline: ಮೋಹನ್ ಕಾಂಬ್ಳೆ: [296, 958, 341, 967]
